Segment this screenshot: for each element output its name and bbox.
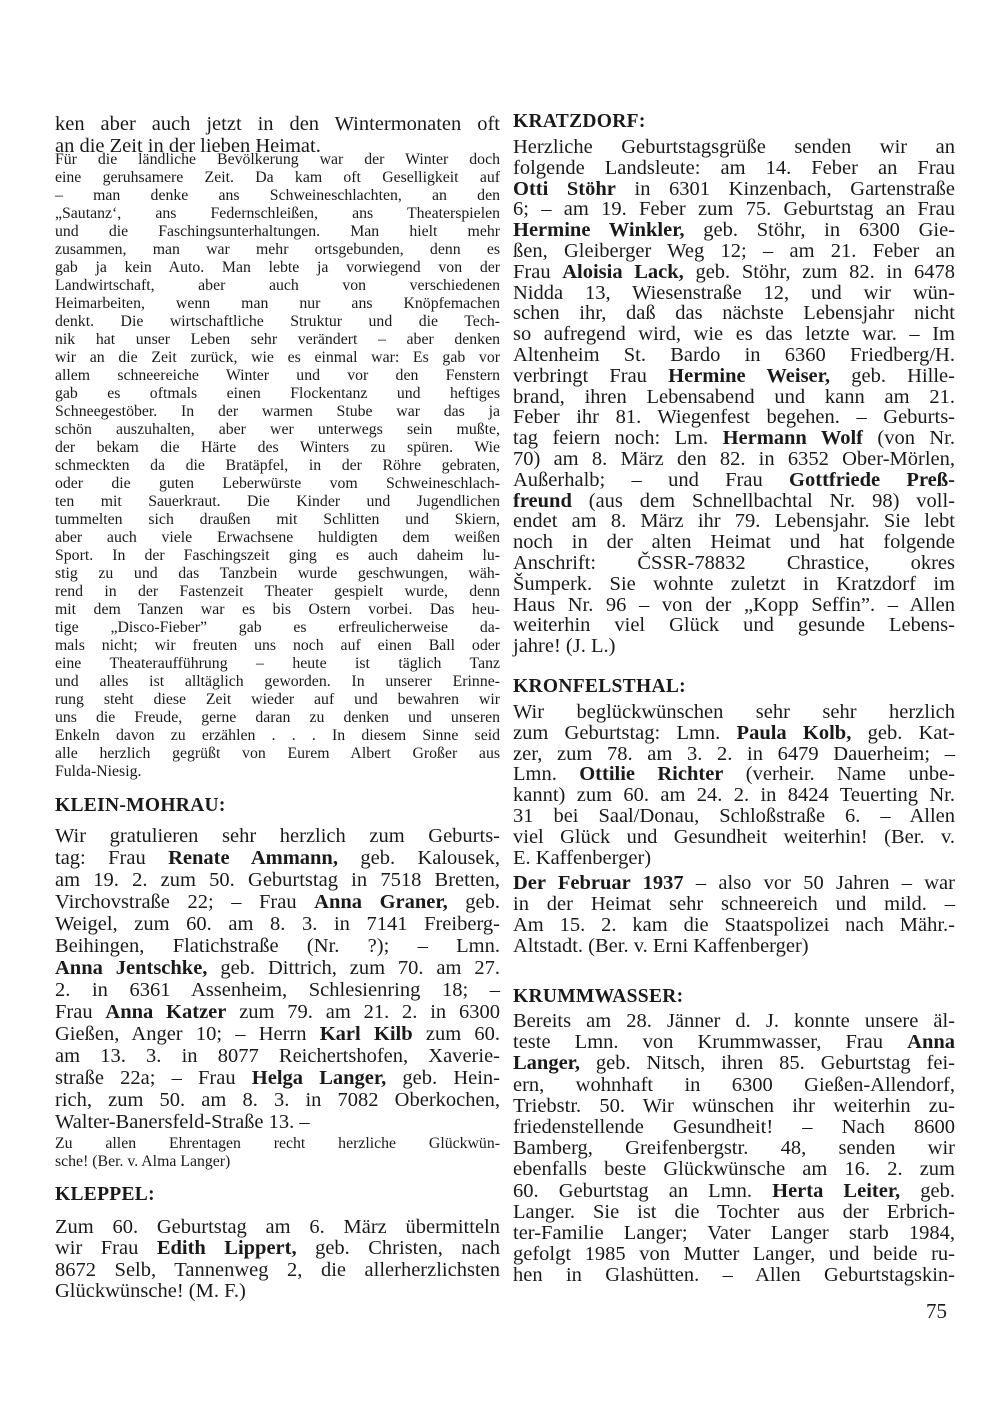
text-line: rich, zum 50. am 8. 3. in 7082 Oberkochen, [55, 1089, 500, 1111]
text-line: Der Februar 1937 – also vor 50 Jahren – war [513, 872, 955, 894]
text-line: mit dem Tanzen war es bis Ostern vorbei. Das heu- [55, 601, 500, 618]
bold-name: Edith Lippert, [156, 1237, 297, 1260]
text-line: uns die Freude, gerne daran zu denken und unseren [55, 709, 500, 726]
text-line: brand, ihren Lebensabend und kann am 21. [513, 385, 955, 408]
text-line: zum Geburtstag: Lmn. Paula Kolb, geb. Kat- [513, 721, 955, 744]
text-line: mals nicht; wir freuten uns noch auf einen Ball oder [55, 637, 500, 654]
text-line: alle herzlich gegrüßt von Eurem Albert Großer aus [55, 745, 500, 762]
text-line: Zu allen Ehrentagen recht herzliche Glückwün- [55, 1135, 500, 1152]
bold-name: Hermann Wolf [722, 427, 864, 450]
bold-name: Langer, [513, 1052, 581, 1075]
text-line: Sport. In der Faschingszeit ging es auch daheim lu- [55, 547, 500, 564]
text-line: „Sautanz‘, ans Federnschleißen, ans Theaterspielen [55, 205, 500, 222]
text-line: Hermine Winkler, geb. Stöhr, in 6300 Gie- [513, 219, 956, 242]
kratzdorf-paragraph [513, 137, 955, 657]
section-heading-kratzdorf: KRATZDORF: [513, 111, 646, 132]
text-line: viel Glück und Gesundheit weiterhin! (Ber. v. [513, 825, 955, 848]
text-line: rung steht diese Zeit wieder auf und bewahren wir [55, 691, 500, 708]
bold-name: Karl Kilb [319, 1023, 413, 1045]
text-line: und alles ist alltäglich geworden. In unserer Erinne- [55, 673, 500, 690]
kronfelsthal-paragraph [513, 702, 955, 868]
text-line: und die Faschingsunterhaltungen. Man hielt mehr [55, 223, 500, 240]
bold-name: Anna [907, 1031, 955, 1054]
text-line: tag feiern noch: Lm. Hermann Wolf (von Nr. [513, 427, 956, 450]
text-line: Virchovstraße 22; – Frau Anna Graner, geb. [55, 891, 500, 913]
text-line: endet am 8. März ihr 79. Lebensjahr. Sie lebt [513, 510, 955, 533]
text-line: Altstadt. (Ber. v. Erni Kaffenberger) [513, 935, 809, 957]
bold-name: Ottilie Richter [579, 763, 724, 786]
february-1937-paragraph [513, 873, 955, 957]
bold-name: Der Februar 1937 [513, 872, 684, 894]
text-line: aber auch viele Erwachsene huldigten dem weißen [55, 529, 500, 546]
bold-name: Hermine Weiser, [668, 364, 830, 387]
text-line: ßen, Gleiberger Weg 12; – am 21. Feber an [513, 239, 955, 262]
text-line: kannt) zum 60. am 24. 2. in 8424 Teuerting Nr. [513, 784, 955, 807]
text-line: 60. Geburtstag an Lmn. Herta Leiter, geb. [513, 1179, 955, 1202]
text-line: Anna Jentschke, geb. Dittrich, zum 70. am 27. [55, 957, 500, 979]
text-line: 6; – am 19. Feber zum 75. Geburtstag an Frau [513, 198, 955, 221]
text-line: in der Heimat sehr schneereich und mild. – [513, 893, 955, 915]
bold-name: Anna Jentschke, [55, 957, 208, 979]
bold-name: Helga Langer, [251, 1067, 387, 1089]
text-line: Bamberg, Greifenbergstr. 48, senden wir [513, 1137, 955, 1160]
text-line: Beihingen, Flatichstraße (Nr. ?); – Lmn. [55, 935, 500, 957]
bold-name: Otti Stöhr [513, 177, 616, 200]
text-line: zusammen, man war mehr ortsgebunden, denn es [55, 241, 500, 258]
bold-name: freund [513, 489, 572, 512]
text-line: Landwirtschaft, aber auch von verschiedenen [55, 277, 500, 294]
text-line: ebenfalls beste Glückwünsche am 16. 2. zum [513, 1158, 955, 1181]
text-line: tige „Disco-Fieber” gab es erfreulicherweise da- [55, 619, 500, 636]
text-line: noch in der alten Heimat und hat folgende [513, 531, 955, 554]
bold-name: Anna Katzer [105, 1001, 227, 1023]
text-line: tummelten sich draußen mit Schlitten und Skiern, [55, 511, 500, 528]
text-line: hen in Glashütten. – Allen Geburtstagskin- [513, 1264, 955, 1287]
text-line: Langer, geb. Nitsch, ihren 85. Geburtstag fei- [513, 1052, 955, 1075]
text-line: ter-Familie Langer; Vater Langer starb 1984, [513, 1222, 955, 1245]
text-line: 31 bei Saal/Donau, Schloßstraße 6. – Allen [513, 804, 955, 827]
text-line: Langer. Sie ist die Tochter aus der Erbrich- [513, 1200, 955, 1223]
text-line: Enkeln davon zu erzählen . . . In diesem Sinne seid [55, 727, 500, 744]
klein-mohrau-paragraph [55, 825, 500, 1133]
text-line: eine Theateraufführung – heute ist täglich Tanz [55, 655, 500, 672]
text-line: freund (aus dem Schnellbachtal Nr. 98) voll- [513, 489, 955, 512]
text-line: schmeckten da die Bratäpfel, in der Röhre gebraten, [55, 457, 500, 474]
text-line: gab ja kein Auto. Man lebte ja vorwiegend von der [55, 259, 500, 276]
bold-name: Gottfriede Preß- [789, 468, 956, 491]
text-line: 8672 Selb, Tannenweg 2, die allerherzlichsten [55, 1258, 500, 1281]
text-line: nik hat unser Leben sehr verändert – aber denken [55, 331, 500, 348]
text-line: ten mit Sauerkraut. Die Kinder und Jugendlichen [55, 493, 500, 510]
text-line: Wir gratulieren sehr herzlich zum Geburts- [55, 825, 500, 847]
text-line: eine geruhsamere Zeit. Da kam oft Geselligkeit auf [55, 169, 500, 186]
text-line: friedenstellende Gesundheit! – Nach 8600 [513, 1116, 955, 1139]
text-line: teste Lmn. von Krummwasser, Frau Anna [513, 1031, 955, 1054]
text-line: oder die guten Leberwürste vom Schweineschlach- [55, 475, 500, 492]
text-line: 70) am 8. März den 82. in 6352 Ober-Mörlen, [513, 447, 955, 470]
text-line: Fulda-Niesig. [55, 763, 142, 780]
text-line: wir Frau Edith Lippert, geb. Christen, nach [55, 1237, 500, 1260]
text-line: ken aber auch jetzt in den Wintermonaten oft [55, 113, 500, 135]
bold-name: Aloisia Lack, [562, 260, 684, 283]
text-line: Altenheim St. Bardo in 6360 Friedberg/H. [513, 343, 955, 366]
text-line: Wir beglückwünschen sehr sehr herzlich [513, 701, 955, 723]
text-line: straße 22a; – Frau Helga Langer, geb. Hein- [55, 1067, 500, 1089]
section-heading-kronfelsthal: KRONFELSTHAL: [513, 676, 686, 697]
bold-name: Anna Graner, [314, 891, 448, 913]
text-line: Haus Nr. 96 – von der „Kopp Seffin”. – Allen [513, 593, 955, 616]
text-line: allem schneereiche Winter und vor den Fenstern [55, 367, 500, 384]
text-line: 2. in 6361 Assenheim, Schlesienring 18; – [55, 979, 500, 1001]
text-line: Für die ländliche Bevölkerung war der Winter doch [55, 151, 500, 168]
section-heading-kleppel: KLEPPEL: [55, 1184, 155, 1205]
text-line: sche! (Ber. v. Alma Langer) [55, 1153, 231, 1170]
text-line: verbringt Frau Hermine Weiser, geb. Hille- [513, 364, 955, 387]
text-line: Frau Anna Katzer zum 79. am 21. 2. in 6300 [55, 1001, 500, 1023]
text-line: Walter-Banersfeld-Straße 13. – [55, 1111, 310, 1133]
text-line: weiterhin viel Glück und gesunde Lebens- [513, 614, 955, 637]
text-line: gefolgt 1985 von Mutter Langer, und beide ru- [513, 1243, 955, 1266]
text-line: am 13. 3. in 8077 Reichertshofen, Xaverie- [55, 1045, 500, 1067]
text-line: Glückwünsche! (M. F.) [55, 1280, 246, 1303]
text-line: ern, wohnhaft in 6300 Gießen-Allendorf, [513, 1073, 955, 1096]
text-line: Frau Aloisia Lack, geb. Stöhr, zum 82. in 6478 [513, 260, 956, 283]
text-line: zer, zum 78. am 3. 2. in 6479 Dauerheim; – [513, 742, 955, 765]
text-line: Bereits am 28. Jänner d. J. konnte unsere äl- [513, 1010, 955, 1032]
klein-mohrau-note [55, 1135, 500, 1171]
text-line: an die Zeit in der lieben Heimat. [55, 135, 321, 157]
text-line: am 19. 2. zum 50. Geburtstag in 7518 Bretten, [55, 869, 500, 891]
krummwasser-paragraph [513, 1011, 955, 1287]
text-line: Lmn. Ottilie Richter (verheir. Name unbe- [513, 763, 956, 786]
text-line: Weigel, zum 60. am 8. 3. in 7141 Freiberg- [55, 913, 500, 935]
text-line: Herzliche Geburtstagsgrüße senden wir an [513, 136, 955, 158]
text-line: stig zu und das Tanzbein wurde geschwungen, wäh- [55, 565, 500, 582]
bold-name: Paula Kolb, [736, 721, 852, 744]
text-line: Nidda 13, Wiesenstraße 12, und wir wün- [513, 281, 955, 304]
text-line: denkt. Die wirtschaftliche Struktur und die Tech- [55, 313, 500, 330]
text-line: Šumperk. Sie wohnte zuletzt in Kratzdorf im [513, 572, 955, 595]
text-line: rend in der Fastenzeit Theater gespielt wurde, denn [55, 583, 500, 600]
text-line: gab es oftmals einen Flockentanz und heftiges [55, 385, 500, 402]
text-line: – man denke ans Schweineschlachten, an den [55, 187, 500, 204]
text-line: so aufregend wird, wie es das letzte war. – Im [513, 323, 955, 346]
bold-name: Renate Ammann, [168, 847, 338, 869]
text-line: der bekam die Härte des Winters zu spüren. Wie [55, 439, 500, 456]
text-line: jahre! (J. L.) [513, 635, 616, 658]
text-line: Außerhalb; – und Frau Gottfriede Preß- [513, 468, 956, 491]
bold-name: Herta Leiter, [772, 1179, 901, 1202]
page-number: 75 [926, 1299, 947, 1323]
kleppel-paragraph [55, 1217, 500, 1303]
bold-name: Hermine Winkler, [513, 219, 685, 242]
winter-story-paragraph [55, 151, 500, 781]
text-line: tag: Frau Renate Ammann, geb. Kalousek, [55, 847, 501, 869]
text-line: E. Kaffenberger) [513, 846, 652, 869]
text-line: Zum 60. Geburtstag am 6. März übermitteln [55, 1216, 500, 1238]
section-heading-krummwasser: KRUMMWASSER: [513, 986, 684, 1007]
section-heading-klein-mohrau: KLEIN-MOHRAU: [55, 795, 226, 816]
text-line: Triebstr. 50. Wir wünschen ihr weiterhin zu- [513, 1094, 955, 1117]
text-line: wir an die Zeit zurück, wie es einmal war: Es gab vor [55, 349, 500, 366]
text-line: Otti Stöhr in 6301 Kinzenbach, Gartenstraße [513, 177, 955, 200]
text-line: Anschrift: ČSSR-78832 Chrastice, okres [513, 551, 955, 574]
text-line: folgende Landsleute: am 14. Feber an Frau [513, 156, 955, 179]
text-line: schen ihr, daß das nächste Lebensjahr nicht [513, 302, 955, 325]
text-line: Schneegestöber. In der warmen Stube war das ja [55, 403, 500, 420]
text-line: Gießen, Anger 10; – Herrn Karl Kilb zum 60. [55, 1023, 500, 1045]
text-line: Feber ihr 81. Wiegenfest begehen. – Geburts- [513, 406, 955, 429]
text-line: schön auszuhalten, aber wer unterwegs sein mußte, [55, 421, 500, 438]
text-line: Heimarbeiten, wenn man nur ans Knöpfemachen [55, 295, 500, 312]
text-line: Am 15. 2. kam die Staatspolizei nach Mähr.- [513, 914, 955, 936]
